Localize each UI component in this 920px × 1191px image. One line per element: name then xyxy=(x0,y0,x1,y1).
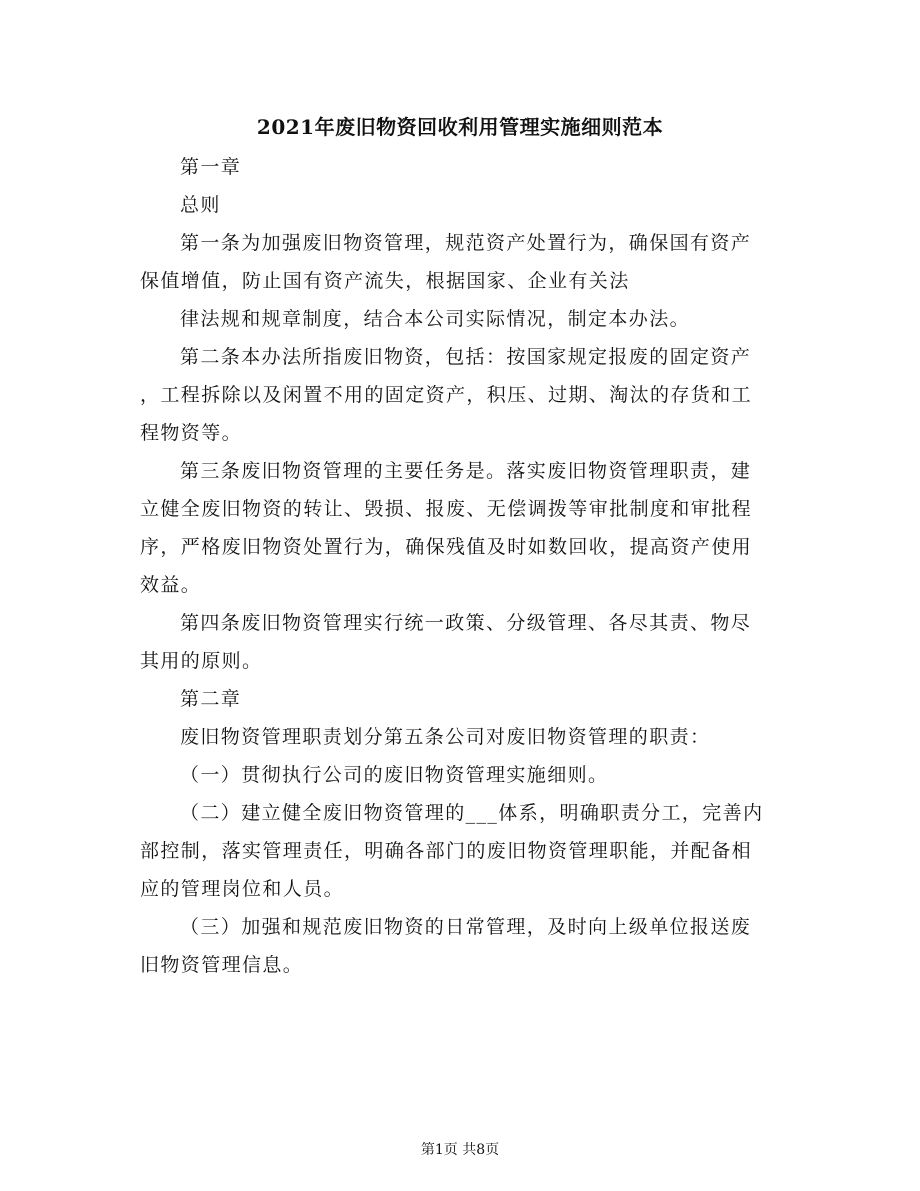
paragraph-line: 部控制，落实管理责任，明确各部门的废旧物资管理职能，并配备相 xyxy=(140,840,753,862)
paragraph-line: 效益。 xyxy=(140,574,202,596)
chapter-heading: 第二章 xyxy=(180,688,242,710)
list-item: （二）建立健全废旧物资管理的___体系，明确职责分工，完善内 xyxy=(180,802,764,824)
paragraph-line: 第一条为加强废旧物资管理，规范资产处置行为，确保国有资产 xyxy=(180,232,752,254)
paragraph-line: 第二条本办法所指废旧物资，包括：按国家规定报废的固定资产 xyxy=(180,346,752,368)
paragraph-line: 旧物资管理信息。 xyxy=(140,954,304,976)
paragraph-line: 第四条废旧物资管理实行统一政策、分级管理、各尽其责、物尽 xyxy=(180,612,752,634)
chapter-heading: 第一章 xyxy=(180,156,242,178)
section-heading: 总则 xyxy=(180,194,221,216)
paragraph-line: 保值增值，防止国有资产流失，根据国家、企业有关法 xyxy=(140,270,630,292)
document-body xyxy=(140,148,780,984)
paragraph-line: 第三条废旧物资管理的主要任务是。落实废旧物资管理职责，建 xyxy=(180,460,752,482)
paragraph-line: 其用的原则。 xyxy=(140,650,263,672)
paragraph-line: 立健全废旧物资的转让、毁损、报废、无偿调拨等审批制度和审批程 xyxy=(140,498,753,520)
paragraph-line: 应的管理岗位和人员。 xyxy=(140,878,345,900)
list-item: （三）加强和规范废旧物资的日常管理，及时向上级单位报送废 xyxy=(180,916,752,938)
list-item: （一）贯彻执行公司的废旧物资管理实施细则。 xyxy=(180,764,609,786)
paragraph-line: 序，严格废旧物资处置行为，确保残值及时如数回收，提高资产使用 xyxy=(140,536,753,558)
paragraph-line: ，工程拆除以及闲置不用的固定资产，积压、过期、淘汰的存货和工 xyxy=(140,384,753,406)
paragraph-line: 律法规和规章制度，结合本公司实际情况，制定本办法。 xyxy=(180,308,691,330)
paragraph-line: 废旧物资管理职责划分第五条公司对废旧物资管理的职责： xyxy=(180,726,711,748)
document-title: 2021年废旧物资回收利用管理实施细则范本 xyxy=(256,115,664,139)
paragraph-line: 程物资等。 xyxy=(140,422,243,444)
page-number: 第1页 共8页 xyxy=(420,1142,500,1158)
